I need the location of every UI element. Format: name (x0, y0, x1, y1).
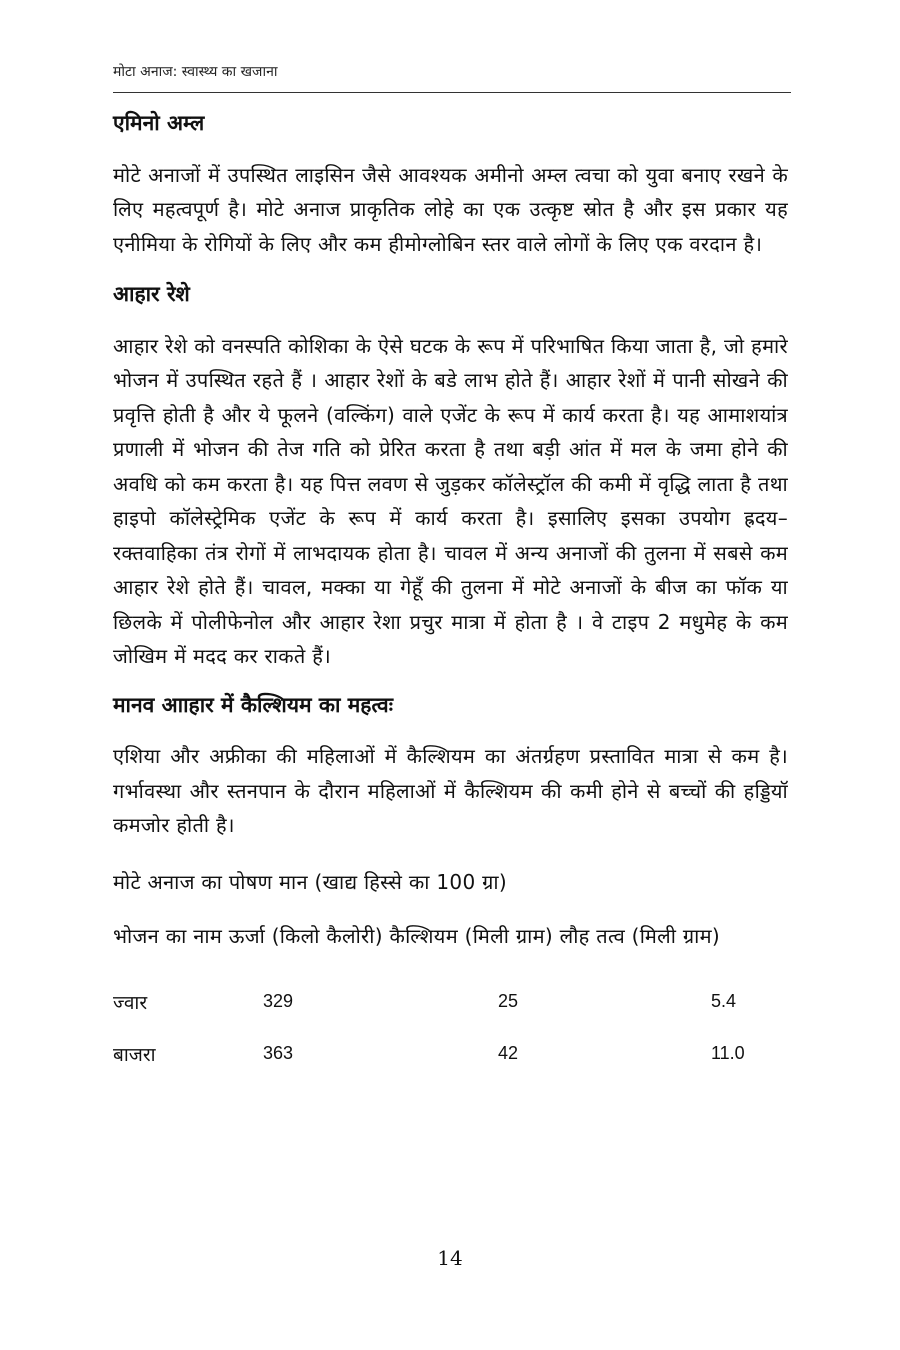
table-caption: मोटे अनाज का पोषण मान (खाद्य हिस्से का 100 ग्रा) (113, 869, 507, 894)
section-heading-dietary-fiber: आहार रेशे (113, 282, 190, 306)
section-paragraph-dietary-fiber: आहार रेशे को वनस्पति कोशिका के ऐसे घटक के रूप में परिभाषित किया जाता है, जो हमारे भोजन में उपस्थित रहते हैं । आहार रेशों के बडे लाभ होते हैं। आहार रेशों में पानी सोखने की प्रवृत्ति होती है और ये फूलने (वल्किंग) वाले एजेंट के रूप में कार्य करता है। यह आमाशयांत्र प्रणाली में भोजन की तेज गति को प्रेरित करता है तथा बड़ी आंत में मल के जमा होने की अवधि को कम करता है। यह पित्त लवण से जुड़कर कॉलेस्ट्रॉल की कमी में वृद्धि लाता है तथा हाइपो कॉलेस्ट्रेमिक एजेंट के रूप में कार्य करता है। इसालिए इसका उपयोग ह्रदय– रक्तवाहिका तंत्र रोगों में लाभदायक होता है। चावल में अन्य अनाजों की तुलना में सबसे कम आहार रेशे होते हैं। चावल, मक्का या गेहूँ की तुलना में मोटे अनाजों के बीज का फॉक या छिलके में पोलीफेनोल और आहार रेशा प्रचुर मात्रा में होता है । वे टाइप 2 मधुमेह के कम जोखिम में मदद कर राकते हैं। (113, 333, 788, 668)
table-cell-calcium: 42 (498, 1043, 519, 1063)
section-heading-calcium: मानव आाहार में कैल्शियम का महत्वः (113, 692, 393, 717)
table-cell-iron: 5.4 (711, 991, 737, 1011)
table-cell-energy: 329 (263, 991, 294, 1011)
section-paragraph-calcium: एशिया और अफ्रीका की महिलाओं में कैल्शियम का अंतर्ग्रहण प्रस्तावित मात्रा से कम है। गर्भावस्था और स्तनपान के दौरान महिलाओं में कैल्शियम की कमी होने से बच्चों की हड्डियॉ कमजोर होती है। (113, 744, 788, 837)
table-header-text: भोजन का नाम ऊर्जा (किलो कैलोरी) कैल्शियम (मिली ग्राम) लौह तत्व (मिली ग्राम) (113, 924, 721, 948)
running-header: मोटा अनाज: स्वास्थ्य का खजाना (113, 64, 278, 80)
section-paragraph-amino-acids: मोटे अनाजों में उपस्थित लाइसिन जैसे आवश्यक अमीनो अम्ल त्वचा को युवा बनाए रखने के लिए महत्वपूर्ण है। मोटे अनाज प्राकृतिक लोहे का एक उत्कृष्ट स्रोत है और इस प्रकार यह एनीमिया के रोगियों के लिए और कम हीमोग्लोबिन स्तर वाले लोगों के लिए एक वरदान है। (113, 162, 788, 256)
nutrition-table (113, 976, 788, 1080)
table-row (113, 1028, 788, 1080)
header-divider (113, 92, 791, 93)
table-cell-food: ज्वार (113, 991, 148, 1014)
table-row (113, 976, 788, 1028)
section-heading-amino-acids: एमिनो अम्ल (113, 111, 205, 135)
table-cell-calcium: 25 (498, 991, 519, 1011)
table-cell-energy: 363 (263, 1043, 294, 1063)
page-content (113, 108, 788, 1080)
page-number: 14 (437, 1246, 463, 1270)
table-cell-iron: 11.0 (711, 1043, 745, 1063)
table-cell-food: बाजरा (113, 1043, 156, 1066)
